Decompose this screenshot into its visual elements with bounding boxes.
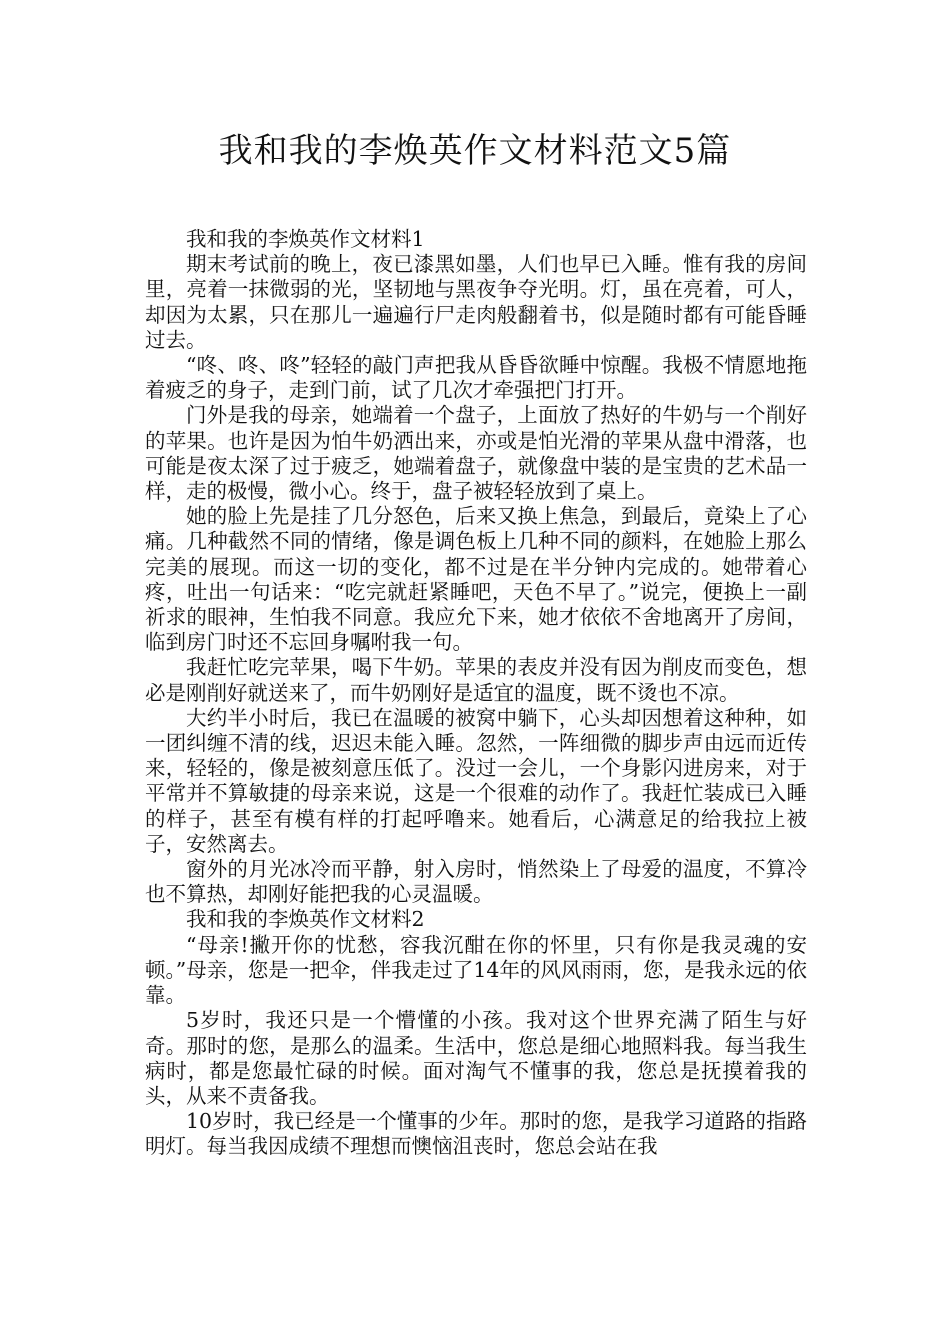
paragraph: 大约半小时后，我已在温暖的被窝中躺下，心头却因想着这种种，如一团纠缠不清的线，迟迟未能入睡。忽然，一阵细微的脚步声由远而近传来，轻轻的，像是被刻意压低了。没过一会儿，一个身影闪进房来，对于平常并不算敏捷的母亲来说，这是一个很难的动作了。我赶忙装成已入睡的样子，甚至有模有样的打起呼噜来。她看后，心满意足的给我拉上被子，安然离去。 bbox=[145, 705, 807, 856]
paragraph: 门外是我的母亲，她端着一个盘子，上面放了热好的牛奶与一个削好的苹果。也许是因为怕牛奶洒出来，亦或是怕光滑的苹果从盘中滑落，也可能是夜太深了过于疲乏，她端着盘子，就像盘中装的是宝贵的艺术品一样，走的极慢，微小心。终于，盘子被轻轻放到了桌上。 bbox=[145, 403, 807, 504]
paragraph: 我赶忙吃完苹果，喝下牛奶。苹果的表皮并没有因为削皮而变色，想必是刚削好就送来了，而牛奶刚好是适宜的温度，既不烫也不凉。 bbox=[145, 655, 807, 705]
paragraph: 她的脸上先是挂了几分怒色，后来又换上焦急，到最后，竟染上了心痛。几种截然不同的情绪，像是调色板上几种不同的颜料，在她脸上那么完美的展现。而这一切的变化，都不过是在半分钟内完成的。她带着心疼，吐出一句话来：“吃完就赶紧睡吧，天色不早了。”说完，便换上一副祈求的眼神，生怕我不同意。我应允下来，她才依依不舍地离开了房间，临到房门时还不忘回身嘱咐我一句。 bbox=[145, 504, 807, 655]
document-body bbox=[145, 227, 807, 1160]
paragraph: 窗外的月光冰冷而平静，射入房时，悄然染上了母爱的温度，不算冷也不算热，却刚好能把我的心灵温暖。 bbox=[145, 857, 807, 907]
paragraph: “母亲!撇开你的忧愁，容我沉酣在你的怀里，只有你是我灵魂的安顿。”母亲，您是一把伞，伴我走过了14年的风风雨雨，您，是我永远的依靠。 bbox=[145, 932, 807, 1008]
section-heading-2: 我和我的李焕英作文材料2 bbox=[186, 907, 425, 932]
paragraph: 期末考试前的晚上，夜已漆黑如墨，人们也早已入睡。惟有我的房间里，亮着一抹微弱的光，坚韧地与黑夜争夺光明。灯，虽在亮着，可人，却因为太累，只在那儿一遍遍行尸走肉般翻着书，似是随时都有可能昏睡过去。 bbox=[145, 252, 807, 352]
paragraph: 5岁时，我还只是一个懵懂的小孩。我对这个世界充满了陌生与好奇。那时的您，是那么的温柔。生活中，您总是细心地照料我。每当我生病时，都是您最忙碌的时候。面对淘气不懂事的我，您总是抚摸着我的头，从来不责备我。 bbox=[145, 1008, 807, 1108]
paragraph: 10岁时，我已经是一个懂事的少年。那时的您，是我学习道路的指路明灯。每当我因成绩不理想而懊恼沮丧时，您总会站在我 bbox=[145, 1109, 807, 1159]
section-heading-1: 我和我的李焕英作文材料1 bbox=[186, 227, 425, 251]
paragraph: “咚、咚、咚”轻轻的敲门声把我从昏昏欲睡中惊醒。我极不情愿地拖着疲乏的身子，走到门前，试了几次才牵强把门打开。 bbox=[145, 353, 807, 403]
document-title: 我和我的李焕英作文材料范文5篇 bbox=[218, 131, 732, 171]
